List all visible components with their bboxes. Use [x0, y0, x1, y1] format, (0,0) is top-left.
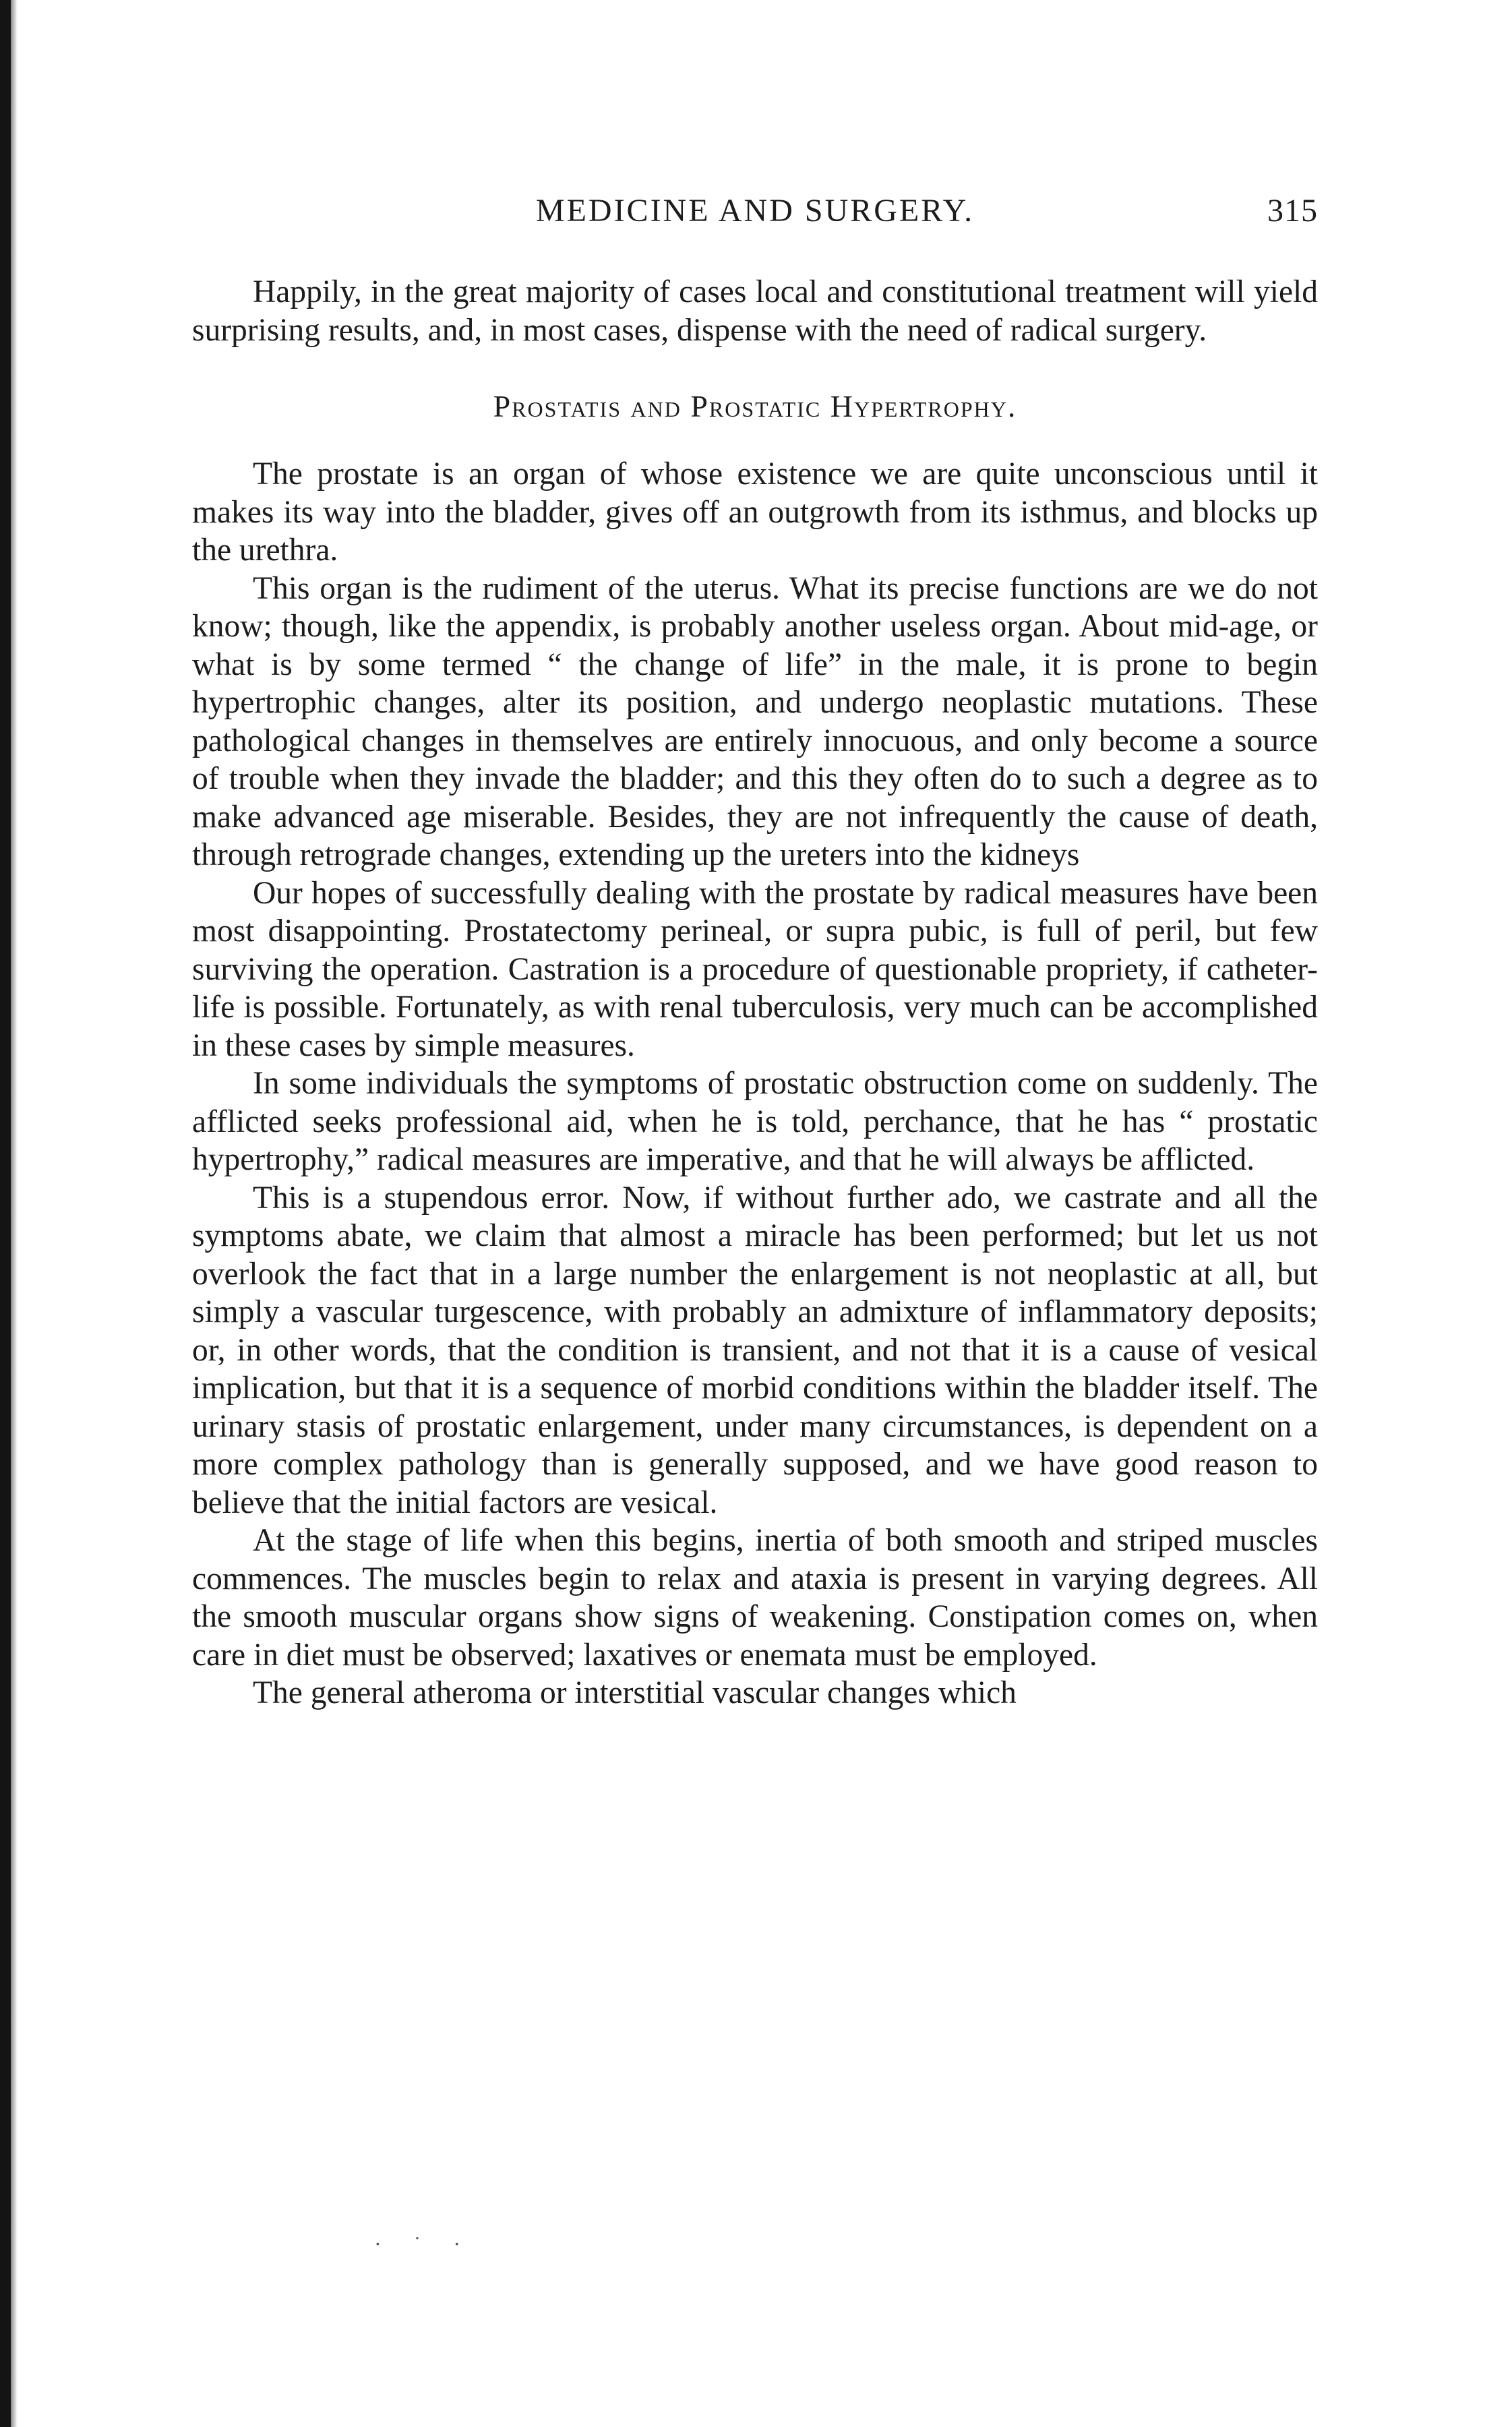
book-spine-shadow	[0, 0, 11, 2427]
page-number: 315	[1267, 193, 1318, 229]
paragraph-intro: Happily, in the great majority of cases local and constitutional treatment will yield surprising results, and, in most cases, dispense with the need of radical surgery.	[192, 274, 1318, 348]
paragraph-stupendous-error: This is a stupendous error. Now, if without further ado, we castrate and all the symptoms abate, we claim that almost a miracle has been performed; but let us not overlook the fact that in a large number the enlargement is not neoplastic at all, but simply a vascular turgescence, with probably an admixture of inflammatory deposits; or, in other words, that the condition is transient, and not that it is a cause of vesical implication, but that it is a sequence of morbid conditions within the bladder itself. The urinary stasis of prostatic enlargement, under many circumstances, is dependent on a more complex pathology than is generally supposed, and we have good reason to believe that the initial factors are vesical.	[192, 1180, 1318, 1520]
paragraph-prostate-organ: The prostate is an organ of whose existence we are quite unconscious until it makes its way into the bladder, gives off an outgrowth from its isthmus, and blocks up the urethra.	[192, 456, 1318, 568]
section-heading: Prostatis and Prostatic Hypertrophy.	[493, 389, 1017, 423]
gutter-shade	[11, 0, 18, 2427]
paragraph-sudden-symptoms: In some individuals the symptoms of prostatic obstruction come on suddenly. The afflicted seeks professional aid, when he is told, perchance, that he has “ prostatic hypertrophy,” radical measures are imperative, and that he will always be afflicted.	[192, 1066, 1318, 1177]
paragraph-radical-measures: Our hopes of successfully dealing with the prostate by radical measures have been most disappointing. Prostatectomy perineal, or supra pubic, is full of peril, but few surviving the operation. Castration is a procedure of questionable propriety, if catheter-life is possible. Fortunately, as with renal tuberculosis, very much can be accomplished in these cases by simple measures.	[192, 875, 1318, 1063]
paragraph-stage-of-life: At the stage of life when this begins, inertia of both smooth and striped muscles commences. The muscles begin to relax and ataxia is present in varying degrees. All the smooth muscular organs show signs of weakening. Constipation comes on, when care in diet must be observed; laxatives or enemata must be employed.	[192, 1523, 1318, 1673]
printer-mark: · ˙ ·	[374, 2231, 474, 2256]
paragraph-general-atheroma: The general atheroma or interstitial vascular changes which	[253, 1675, 1017, 1710]
running-title: MEDICINE AND SURGERY.	[535, 193, 975, 229]
page-header	[192, 192, 1318, 246]
body-text	[192, 273, 1318, 1712]
paragraph-rudiment-uterus: This organ is the rudiment of the uterus. What its precise functions are we do not know; though, like the appendix, is probably another useless organ. About mid-age, or what is by some termed “ the change of life” in the male, it is prone to begin hypertrophic changes, alter its position, and undergo neoplastic mutations. These pathological changes in themselves are entirely innocuous, and only become a source of trouble when they invade the bladder; and this they often do to such a degree as to make advanced age miserable. Besides, they are not infrequently the cause of death, through retrograde changes, extending up the ureters into the kidneys	[192, 570, 1318, 872]
book-page	[192, 192, 1318, 1712]
